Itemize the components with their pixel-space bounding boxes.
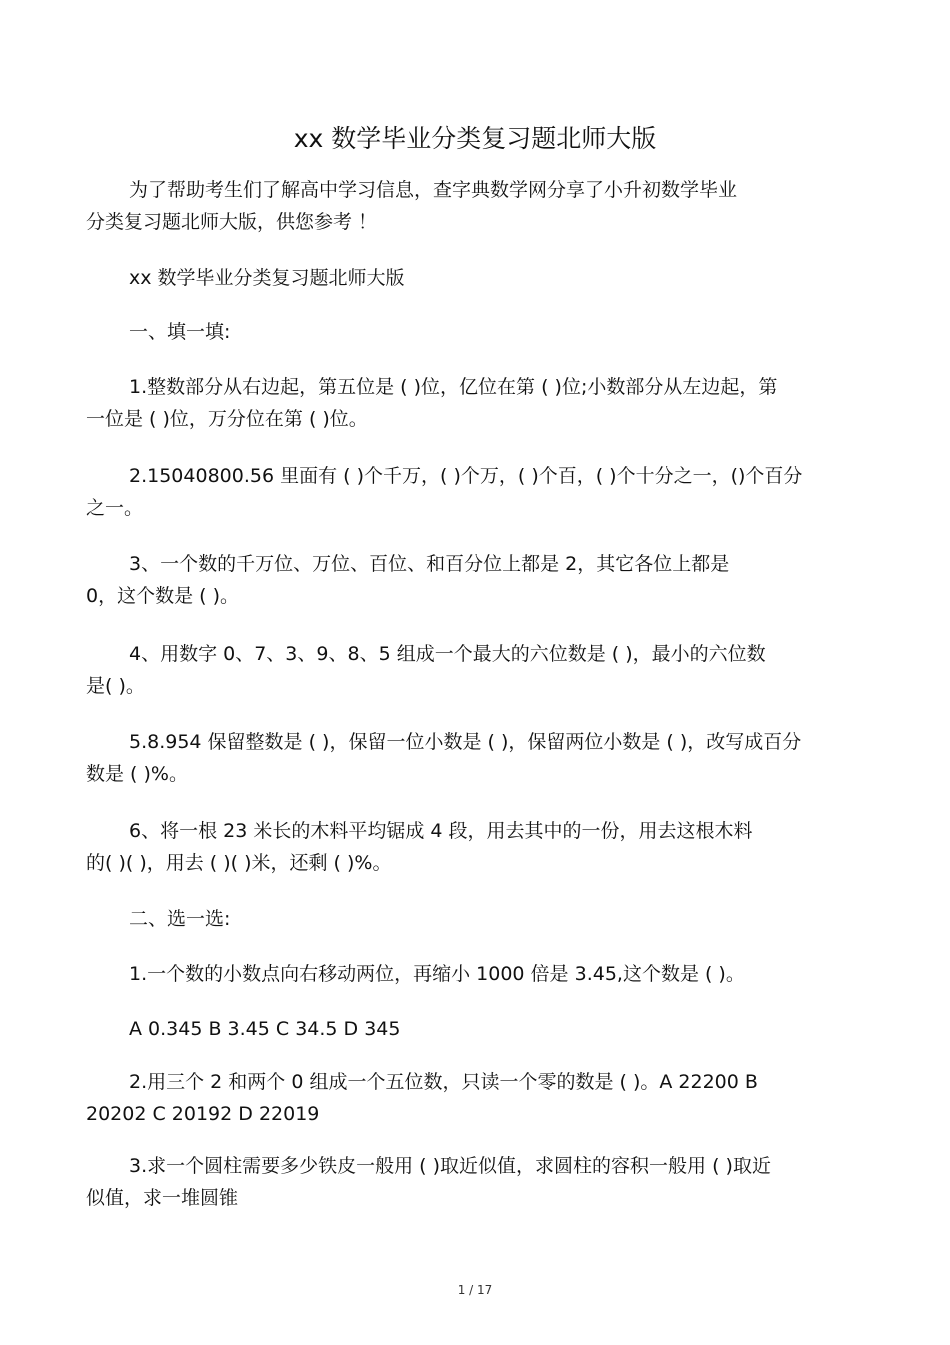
question-2: [86, 460, 866, 524]
subtitle-text: xx 数学毕业分类复习题北师大版: [129, 267, 405, 289]
question-4-line-1: 4、用数字 0、7、3、9、8、5 组成一个最大的六位数是 ( )，最小的六位数: [129, 643, 766, 665]
question-3-line-1: 3、一个数的千万位、万位、百位、和百分位上都是 2，其它各位上都是: [129, 553, 730, 575]
choice-question-3-line-1: 3.求一个圆柱需要多少铁皮一般用 ( )取近似值，求圆柱的容积一般用 ( )取近: [129, 1155, 771, 1177]
question-1-line-1: 1.整数部分从右边起，第五位是 ( )位，亿位在第 ( )位;小数部分从左边起，第: [129, 376, 778, 398]
choice-question-3: [86, 1150, 866, 1214]
section-2-heading-text: 二、选一选:: [129, 908, 231, 930]
choice-question-1: [86, 958, 866, 990]
question-2-line-2: 之一。: [86, 497, 144, 519]
intro-line-2: 分类复习题北师大版，供您参考 ！: [86, 211, 378, 233]
choice-question-2-line-1: 2.用三个 2 和两个 0 组成一个五位数，只读一个零的数是 ( )。A 22200 B: [129, 1071, 758, 1093]
question-1-line-2: 一位是 ( )位，万分位在第 ( )位。: [86, 408, 368, 430]
question-6-line-2: 的( )( )，用去 ( )( )米，还剩 ( )%。: [86, 852, 392, 874]
section-1-heading: [86, 316, 866, 348]
subtitle: [86, 262, 866, 294]
question-6-line-1: 6、将一根 23 米长的木料平均锯成 4 段，用去其中的一份，用去这根木料: [129, 820, 753, 842]
page-indicator: 1 / 17: [457, 1283, 493, 1297]
question-5-line-1: 5.8.954 保留整数是 ( )，保留一位小数是 ( )，保留两位小数是 ( )，改写成百分: [129, 731, 802, 753]
choice-question-1-options-text: A 0.345 B 3.45 C 34.5 D 345: [129, 1018, 401, 1040]
intro-paragraph: [86, 174, 866, 238]
choice-question-2-line-2: 20202 C 20192 D 22019: [86, 1103, 320, 1125]
question-3-line-2: 0，这个数是 ( )。: [86, 585, 239, 607]
question-1: [86, 371, 866, 435]
section-1-heading-text: 一、填一填:: [129, 321, 231, 343]
choice-question-1-options: [86, 1013, 866, 1045]
choice-question-1-text: 1.一个数的小数点向右移动两位，再缩小 1000 倍是 3.45,这个数是 ( )。: [129, 963, 745, 985]
question-3: [86, 548, 866, 612]
question-5: [86, 726, 866, 790]
intro-line-1: 为了帮助考生们了解高中学习信息，查字典数学网分享了小升初数学毕业: [129, 179, 738, 201]
document-title: xx 数学毕业分类复习题北师大版: [293, 124, 657, 153]
choice-question-2: [86, 1066, 866, 1130]
question-4-line-2: 是( )。: [86, 675, 145, 697]
question-5-line-2: 数是 ( )%。: [86, 763, 188, 785]
question-6: [86, 815, 866, 879]
question-4: [86, 638, 866, 702]
section-2-heading: [86, 903, 866, 935]
choice-question-3-line-2: 似值，求一堆圆锥: [86, 1187, 239, 1209]
question-2-line-1: 2.15040800.56 里面有 ( )个千万，( )个万，( )个百，( )个十分之一，()个百分: [129, 465, 803, 487]
